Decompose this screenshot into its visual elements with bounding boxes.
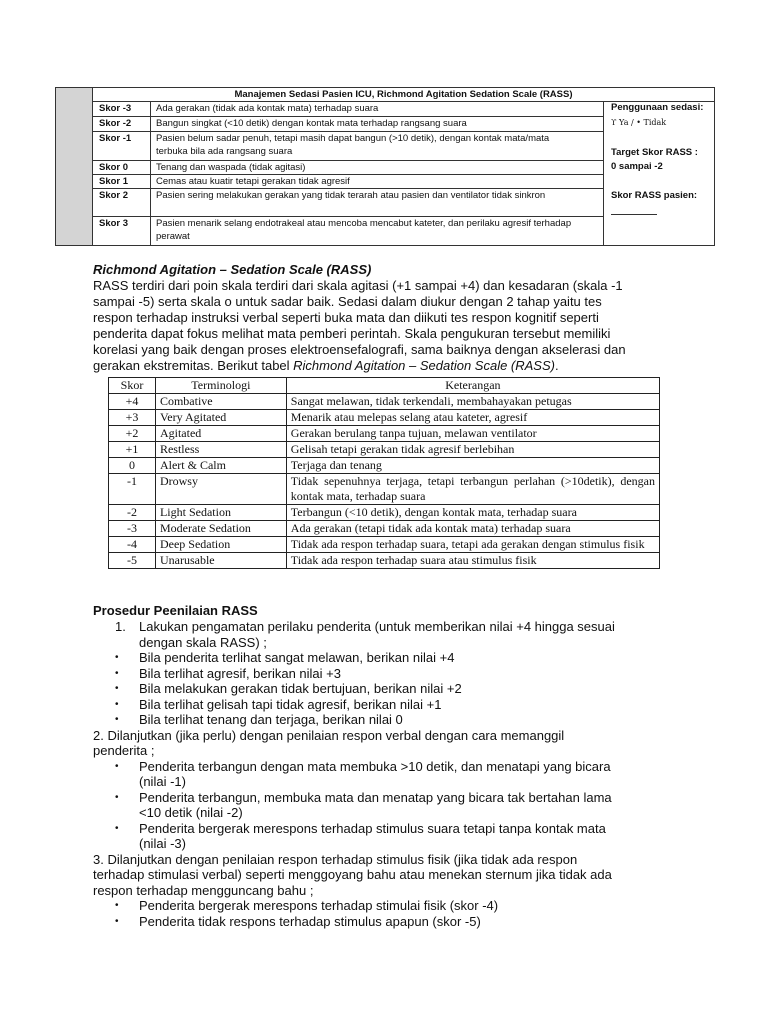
term-cell: Light Sedation [155, 505, 286, 521]
bullet-icon: • [115, 698, 119, 710]
bullet-icon: • [115, 667, 119, 679]
bullet-icon: • [115, 791, 119, 803]
step-2-line: 2. Dilanjutkan (jika perlu) dengan penilaian respon verbal dengan cara memanggil [93, 727, 565, 743]
desc-cell: Tidak sepenuhnya terjaga, tetapi terbangun perlahan (>10detik), dengan kontak mata, terhadap suara [286, 474, 659, 505]
list-item [93, 650, 693, 666]
skor-cell: -4 [109, 537, 156, 553]
bullet-icon: • [115, 714, 119, 725]
usage-options: ϒ Ya / • Tidak [611, 118, 667, 127]
term-cell: Unarusable [155, 553, 286, 569]
skor-cell: 0 [109, 458, 156, 474]
list-item-text: Bila terlihat tenang dan terjaga, berikan nilai 0 [139, 712, 403, 727]
icu-desc-cell: Tenang dan waspada (tidak agitasi) [151, 161, 604, 175]
icu-skor-cell: Skor -1 [93, 132, 151, 161]
rass-intro-paragraph [93, 278, 688, 374]
table-row [109, 553, 660, 569]
icu-skor-cell: Skor -2 [93, 117, 151, 132]
icu-desc-cell: Pasien belum sadar penuh, tetapi masih dapat bangun (>10 detik), dengan kontak mata/mata terbuka bila ada rangsang suara [151, 132, 604, 161]
paragraph-line-italic: Richmond Agitation – Sedation Scale (RASS) [293, 358, 555, 373]
desc-cell: Tidak ada respon terhadap suara, tetapi ada gerakan dengan stimulus fisik [286, 537, 659, 553]
header-terminologi: Terminologi [155, 378, 286, 394]
step-1-line: Lakukan pengamatan perilaku penderita (untuk memberikan nilai +4 hingga sesuai [139, 619, 615, 634]
list-item-text: Penderita tidak respons terhadap stimulus apapun (skor -5) [139, 913, 481, 929]
table-row [109, 537, 660, 553]
list-item [93, 759, 693, 790]
list-item [93, 790, 693, 821]
table-row [109, 505, 660, 521]
list-item-text: Penderita bergerak merespons terhadap stimulai fisik (skor -4) [139, 898, 499, 913]
rass-scale-table [108, 377, 660, 569]
list-item [93, 697, 693, 713]
step-1-line: dengan skala RASS) ; [139, 634, 267, 650]
list-item [93, 712, 693, 728]
paragraph-line: penderita dapat fokus melihat mata pemberi perintah. Skala pengukuran tersebut memiliki [93, 326, 611, 341]
patient-score-label: Skor RASS pasien: [611, 190, 698, 201]
desc-cell: Tidak ada respon terhadap suara atau stimulus fisik [286, 553, 659, 569]
desc-cell: Terjaga dan tenang [286, 458, 659, 474]
skor-cell: -5 [109, 553, 156, 569]
term-cell: Agitated [155, 426, 286, 442]
list-item-text: Penderita terbangun dengan mata membuka >10 detik, dan menatapi yang bicara [139, 758, 611, 774]
rass-heading: Richmond Agitation – Sedation Scale (RASS) [93, 262, 372, 277]
table-row [109, 474, 660, 505]
skor-cell: +3 [109, 410, 156, 426]
patient-score-blank-line [611, 214, 657, 215]
table-row [109, 410, 660, 426]
bullet-icon: • [115, 822, 119, 834]
skor-cell: +1 [109, 442, 156, 458]
desc-cell: Gelisah tetapi gerakan tidak agresif berlebihan [286, 442, 659, 458]
icu-table-title: Manajemen Sedasi Pasien ICU, Richmond Agitation Sedation Scale (RASS) [93, 88, 714, 102]
step-1 [93, 619, 693, 650]
skor-cell: -3 [109, 521, 156, 537]
list-item [93, 821, 693, 852]
desc-cell: Ada gerakan (tetapi tidak ada kontak mata) terhadap suara [286, 521, 659, 537]
paragraph-line: sampai -5) serta skala o untuk sadar baik. Sedasi dalam diukur dengan 2 tahap yaitu tes [93, 294, 602, 309]
table-row [109, 426, 660, 442]
icu-desc-cell: Ada gerakan (tidak ada kontak mata) terhadap suara [151, 102, 604, 117]
table-row [109, 394, 660, 410]
desc-cell: Terbangun (<10 detik), dengan kontak mata, terhadap suara [286, 505, 659, 521]
list-item-text: <10 detik (nilai -2) [139, 805, 243, 820]
procedure-list [93, 619, 693, 929]
desc-cell: Sangat melawan, tidak terkendali, membahayakan petugas [286, 394, 659, 410]
term-cell: Alert & Calm [155, 458, 286, 474]
step-3-line: 3. Dilanjutkan dengan penilaian respon terhadap stimulus fisik (jika tidak ada respon [93, 851, 578, 867]
icu-skor-cell: Skor 0 [93, 161, 151, 175]
list-item-text: Bila melakukan gerakan tidak bertujuan, berikan nilai +2 [139, 681, 462, 696]
target-label: Target Skor RASS : [611, 147, 698, 158]
list-item [93, 681, 693, 697]
paragraph-line: korelasi yang baik dengan proses elektroensefalografi, sama baiknya dengan akselerasi dan [93, 342, 626, 357]
icu-desc-cell: Pasien sering melakukan gerakan yang tidak terarah atau pasien dan ventilator tidak sinkron [151, 189, 604, 217]
icu-skor-cell: Skor 1 [93, 175, 151, 189]
skor-cell: +4 [109, 394, 156, 410]
list-item-text: Penderita bergerak merespons terhadap stimulus suara tetapi tanpa kontak mata [139, 820, 606, 836]
term-cell: Moderate Sedation [155, 521, 286, 537]
list-item-text: Penderita terbangun, membuka mata dan menatap yang bicara tak bertahan lama [139, 789, 612, 805]
bullet-icon: • [115, 915, 119, 927]
list-item-text: (nilai -3) [139, 836, 186, 851]
skor-cell: -1 [109, 474, 156, 505]
paragraph-line-prefix: gerakan ekstremitas. Berikut tabel [93, 358, 294, 373]
icu-desc-cell: Bangun singkat (<10 detik) dengan kontak mata terhadap rangsang suara [151, 117, 604, 132]
term-cell: Very Agitated [155, 410, 286, 426]
step-number: 1. [115, 619, 126, 634]
paragraph-line [93, 358, 688, 374]
target-value: 0 sampai -2 [611, 161, 663, 172]
list-item-text: Bila penderita terlihat sangat melawan, berikan nilai +4 [139, 650, 455, 665]
icu-sedation-table [55, 87, 715, 246]
list-item-text: Bila terlihat gelisah tapi tidak agresif, berikan nilai +1 [139, 696, 442, 712]
term-cell: Drowsy [155, 474, 286, 505]
gray-margin-column [56, 88, 93, 245]
icu-side-panel [604, 102, 714, 245]
skor-cell: -2 [109, 505, 156, 521]
desc-cell: Menarik atau melepas selang atau kateter, agresif [286, 410, 659, 426]
procedure-heading: Prosedur Peenilaian RASS [93, 603, 258, 618]
icu-skor-cell: Skor -3 [93, 102, 151, 117]
list-item [93, 914, 693, 930]
table-row [109, 458, 660, 474]
term-cell: Combative [155, 394, 286, 410]
table-row [109, 442, 660, 458]
list-item [93, 666, 693, 682]
header-keterangan: Keterangan [286, 378, 659, 394]
step-3-line: terhadap stimulasi verbal) seperti menggoyang bahu atau menekan sternum jika tidak ada [93, 867, 612, 882]
icu-skor-cell: Skor 2 [93, 189, 151, 217]
table-row [109, 521, 660, 537]
desc-cell: Gerakan berulang tanpa tujuan, melawan ventilator [286, 426, 659, 442]
bullet-icon: • [115, 683, 119, 694]
paragraph-line: RASS terdiri dari poin skala terdiri dari skala agitasi (+1 sampai +4) dan kesadaran (skala -1 [93, 278, 623, 293]
paragraph-line-suffix: . [554, 358, 559, 373]
bullet-icon: • [115, 652, 119, 663]
list-item [93, 898, 693, 914]
term-cell: Restless [155, 442, 286, 458]
list-item-text: (nilai -1) [139, 774, 186, 789]
skor-cell: +2 [109, 426, 156, 442]
icu-desc-cell: Pasien menarik selang endotrakeal atau mencoba mencabut kateter, dan perilaku agresif terhadap perawat [151, 217, 604, 246]
term-cell: Deep Sedation [155, 537, 286, 553]
bullet-icon: • [115, 760, 119, 772]
list-item-text: Bila terlihat agresif, berikan nilai +3 [139, 665, 341, 681]
step-3-line: respon terhadap mengguncang bahu ; [93, 882, 314, 898]
icu-desc-cell: Cemas atau kuatir tetapi gerakan tidak agresif [151, 175, 604, 189]
step-2-line: penderita ; [93, 743, 155, 758]
bullet-icon: • [115, 900, 119, 911]
header-skor: Skor [109, 378, 156, 394]
usage-label: Penggunaan sedasi: [611, 102, 704, 113]
paragraph-line: respon terhadap instruksi verbal seperti buka mata dan diikuti tes respon kognitif seperti [93, 310, 599, 325]
icu-skor-cell: Skor 3 [93, 217, 151, 246]
table-header-row [109, 378, 660, 394]
